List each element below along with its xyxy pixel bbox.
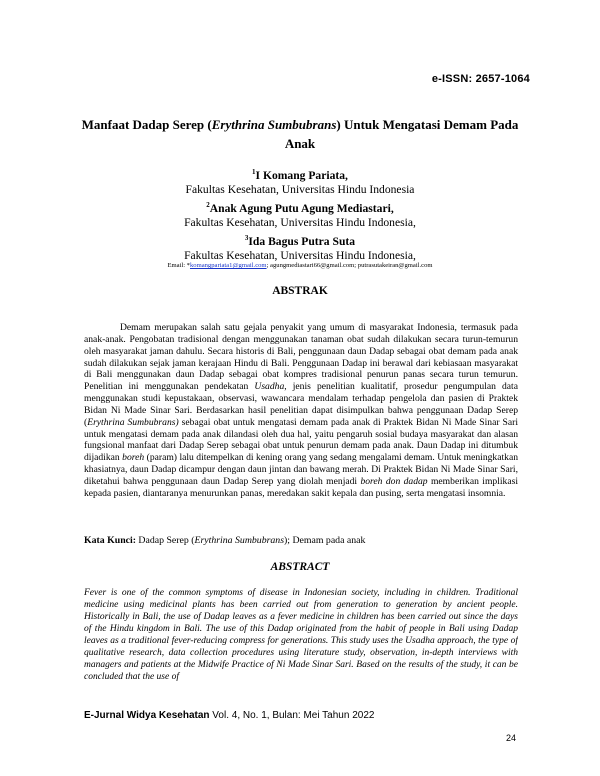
keywords-line [84, 535, 518, 546]
abstrak-heading: ABSTRAK [272, 285, 328, 297]
footer-details: Vol. 4, No. 1, Bulan: Mei Tahun 2022 [209, 710, 375, 721]
author-1 [80, 165, 520, 183]
author-3 [80, 231, 520, 249]
page-number: 24 [505, 733, 516, 743]
keywords-seg-1: Dadap Serep ( [135, 535, 195, 546]
author-1-affiliation: Fakultas Kesehatan, Universitas Hindu Indonesia [185, 183, 415, 197]
author-1-name: I Komang Pariata, [255, 168, 348, 182]
author-3-name: Ida Bagus Putra Suta [248, 234, 356, 248]
abstract-body: Fever is one of the common symptoms of disease in Indonesian society, including in children. Traditional medicine using medicinal plants has been carried out from generation to generation by ancient people. Historically in Bali, the use of Dadap leaves as a fever medicine in children has been carried out since the days of the Hindu kingdom in Bali. The use of this Dadap originated from the habit of people in Bali using Dadap leaves as a traditional fever-reducing compress for generations. This study uses the Usadha approach, the type of qualitative research, data collection procedures using literature study, observation, in-depth interviews with managers and patients at the Midwife Practice of Ni Made Sinar Sari. Based on the results of the study, it can be concluded that the use of [84, 588, 518, 682]
footer-journal: E-Jurnal Widya Kesehatan [84, 710, 210, 721]
keywords-species: Erythrina Sumbubrans [194, 535, 285, 546]
abstrak-species: Erythrina Sumbubrans) [87, 416, 179, 428]
abstrak-seg-2: , jenis penelitian kualitatif, prosedur pengumpulan data menggunakan studi kepustakaan, observasi, wawancara mendalam terhadap pengelola dan pasien di Praktek Bidan Ni Made Sinar Sari. Berdasarkan hasil penelitian dapat disimpulkan bahwa penggunaan Dadap Serep ( [84, 381, 518, 428]
author-list [80, 165, 520, 264]
author-3-affiliation: Fakultas Kesehatan, Universitas Hindu Indonesia, [184, 249, 416, 263]
footer-citation [84, 710, 374, 721]
abstrak-seg-3: sebagai obat untuk mengatasi demam pada anak di Praktek Bidan Ni Made Sinar Sari untuk mengatasi demam pada anak dilandasi oleh dua hal, yaitu pengaruh sosial budaya masyarakat dan alasan fungsional manfaat dari Dadap Serep sebagai obat untuk penurun demam pada anak. Daun Dadap ini ditumbuk dijadikan [84, 416, 518, 464]
abstrak-boreh: boreh [122, 452, 145, 464]
abstrak-body [84, 322, 518, 500]
abstrak-seg-1: Demam merupakan salah satu gejala penyakit yang umum di masyarakat Indonesia, termasuk pada anak-anak. Pengobatan tradisional dengan menggunakan tanaman obat sudah dilakukan secara turun-temurun oleh masyarakat jaman dahulu. Secara historis di Bali, penggunaan daun Dadap sebagai obat demam pada anak sudah dilakukan sejak jaman kerajaan Hindu di Bali. Penggunaan Dadap ini berawal dari kebiasaan masyarakat di Bali menggunakan daun Dadap sebagai obat kompres tradisional penurun panas secara turun temurun. Penelitian ini menggunakan pendekatan [84, 322, 518, 393]
title-species: Erythrina Sumbubrans [211, 117, 337, 132]
abstrak-boreh-dadap: boreh don dadap [360, 475, 428, 487]
article-title [80, 115, 520, 153]
email-others: ; agungmediastari66@gmail.com; putrasutakeiran@gmail.com [266, 262, 433, 269]
email-label: Email: * [167, 262, 190, 269]
author-2 [80, 198, 520, 216]
author-1-sup: 1 [252, 168, 256, 176]
keywords-seg-2: ); Demam pada anak [284, 535, 366, 546]
keywords-label: Kata Kunci: [84, 535, 136, 546]
abstrak-usadha: Usadha [254, 381, 285, 393]
author-2-name: Anak Agung Putu Agung Mediastari, [209, 201, 394, 215]
abstrak-seg-5: memberikan implikasi kepada pasien, diantaranya menurunkan panas, meredakan sakit kepala dan pusing, serta mengatasi insomnia. [84, 475, 518, 499]
author-2-sup: 2 [206, 200, 210, 209]
abstract-heading: ABSTRACT [270, 561, 330, 573]
email-link-primary[interactable]: komangpariata1@gmail.com [189, 262, 267, 269]
email-line [60, 262, 540, 269]
author-3-sup: 3 [244, 233, 249, 242]
author-2-affiliation: Fakultas Kesehatan, Universitas Hindu Indonesia, [184, 216, 416, 230]
title-part-1: Manfaat Dadap Serep ( [81, 117, 212, 132]
title-part-2: ) Untuk Mengatasi Demam Pada Anak [284, 117, 519, 151]
abstrak-seg-4: (param) lalu ditempelkan di kening orang yang sedang mengalami demam. Untuk meningkatkan khasiatnya, daun Dadap dicampur dengan daun jintan dan bawang merah. Di Praktek Bidan Ni Made Sinar Sari, diketahui bahwa penggunaan daun Dadap Serep yang diolah menjadi [84, 452, 518, 487]
issn-label: e-ISSN: 2657-1064 [431, 73, 530, 85]
